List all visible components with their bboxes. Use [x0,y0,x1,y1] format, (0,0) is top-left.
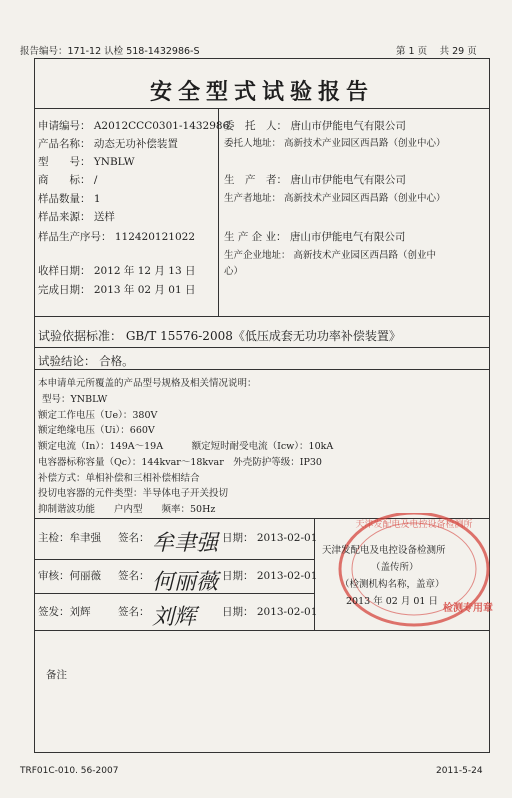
divider [34,108,490,109]
factory-address: 生产企业地址： 高新技术产业园区西昌路（创业中 [224,250,437,261]
test-standard: 试验依据标准： GB/T 15576-2008《低压成套无功功率补偿装置》 [38,329,401,343]
report-title: 安全型式试验报告 [149,79,374,105]
trademark: 商 标： / [38,174,98,186]
factory: 生 产 企 业： 唐山市伊能电气有限公司 [224,231,406,243]
lab-stamp-note: （检测机构名称，盖章） [340,579,445,590]
signature-handwritten: 刘辉 [152,605,197,630]
scope-line: 抑制谐波功能 户内型 频率：50Hz [38,504,216,515]
test-conclusion: 试验结论： 合格。 [38,354,134,368]
sign-label: 签名： [118,570,150,582]
client-address: 委托人地址： 高新技术产业园区西昌路（创业中心） [224,138,446,149]
completed-date: 完成日期： 2013 年 02 月 01 日 [38,284,196,296]
sample-quantity: 样品数量： 1 [38,193,101,205]
scope-line: 额定工作电压（Ue）：380V [38,410,158,421]
lab-name-sub: （盖传所） [371,562,419,573]
remarks-label: 备注 [46,669,67,681]
sign-label: 签名： [118,532,150,544]
scope-line: 型号：YNBLW [42,394,108,405]
sign-date: 日期： 2013-02-01 [222,532,318,544]
divider [34,559,314,560]
sign-label: 签名： [118,606,150,618]
model: 型 号： YNBLW [38,156,135,168]
scope-intro: 本申请单元所覆盖的产品型号规格及相关情况说明： [38,378,257,389]
stamp-seal-icon [318,513,496,639]
factory-address-cont: 心） [224,266,244,277]
received-date: 收样日期： 2012 年 12 月 13 日 [38,265,196,277]
divider [34,369,490,370]
signature-handwritten: 何丽薇 [152,570,219,595]
manufacturer-address: 生产者地址： 高新技术产业园区西昌路（创业中心） [224,193,446,204]
sample-serial: 样品生产序号： 112420121022 [38,231,196,243]
application-number: 申请编号： A2012CCC0301-1432986 [38,120,230,132]
form-number: TRF01C-010. 56-2007 [20,766,119,776]
scope-line: 额定电流（In）：149A～19A 额定短时耐受电流（Icw）：10kA [38,441,334,452]
signature-handwritten: 牟聿强 [152,531,219,556]
page-number: 第 1 页 共 29 页 [396,46,477,57]
product-name: 产品名称： 动态无功补偿装置 [38,138,178,150]
lab-date: 2013 年 02 月 01 日 [346,596,438,607]
lab-name: 天津发配电及电控设备检测所 [322,545,446,556]
form-date: 2011-5-24 [436,766,483,776]
stamp-ring-label: 检测专用章 [443,603,493,614]
issuer: 签发：刘辉 [38,606,91,618]
chief-inspector: 主检：牟聿强 [38,532,101,544]
divider [34,347,490,348]
report-number: 报告编号：171-12 认检 518-1432986-S [20,46,200,57]
manufacturer: 生 产 者： 唐山市伊能电气有限公司 [224,174,406,186]
client: 委 托 人： 唐山市伊能电气有限公司 [224,120,406,132]
sign-date: 日期： 2013-02-01 [222,606,318,618]
scope-line: 补偿方式：单相补偿和三相补偿相结合 [38,473,200,484]
scope-line: 额定绝缘电压（Ui）：660V [38,425,155,436]
stamp-ring-text: 天津发配电及电控设备检测所 [355,520,473,530]
divider [34,316,490,317]
scope-line: 投切电容器的元件类型：半导体电子开关投切 [38,488,229,499]
lab-stamp [318,513,496,639]
sample-source: 样品来源： 送样 [38,211,115,223]
column-divider [218,108,219,316]
reviewer: 审核：何丽薇 [38,570,101,582]
scope-line: 电容器标称容量（Qc）：144kvar～18kvar 外壳防护等级：IP30 [38,457,322,468]
sign-date: 日期： 2013-02-01 [222,570,318,582]
